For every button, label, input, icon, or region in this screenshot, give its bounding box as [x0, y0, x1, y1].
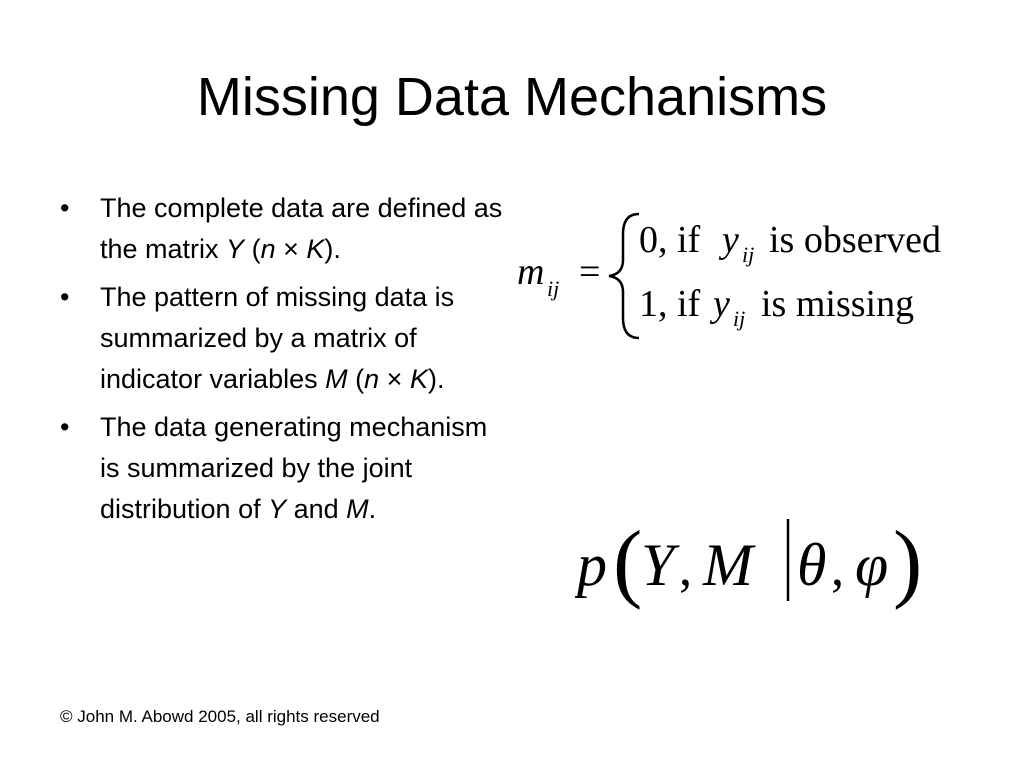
comma-two: ,: [831, 540, 844, 597]
lhs-variable: m: [517, 251, 545, 293]
times-symbol: ×: [379, 364, 410, 394]
var-n: n: [364, 364, 380, 394]
bullet-list: [58, 188, 508, 537]
equals-sign: =: [579, 251, 601, 293]
case-one-text: is missing: [761, 283, 915, 325]
var-n: n: [260, 234, 276, 264]
variable-y: Y: [641, 532, 675, 598]
bullet-text: (: [244, 234, 261, 264]
bullet-text: .: [368, 494, 377, 524]
case-zero-text: is observed: [769, 219, 942, 261]
variable-m: M: [703, 532, 753, 598]
times-symbol: ×: [275, 234, 307, 264]
case-one-subscript: ij: [733, 306, 746, 331]
indicator-equation: [515, 200, 985, 350]
bullet-marker: •: [60, 412, 70, 442]
joint-distribution-equation: [575, 495, 935, 615]
bullet-text: The data generating mechanism is summarized by the joint distribution of: [100, 412, 488, 524]
bullet-text: (: [347, 364, 365, 394]
copyright-footer: © John M. Abowd 2005, all rights reserved: [60, 707, 380, 726]
bullet-text: ).: [324, 234, 341, 264]
case-zero-value: 0, if: [639, 219, 701, 261]
var-m: M: [346, 494, 369, 524]
left-brace: [609, 214, 639, 338]
bullet-text: ).: [427, 364, 445, 394]
param-theta: θ: [797, 532, 827, 598]
var-y: Y: [268, 494, 287, 524]
bullet-text: and: [286, 494, 347, 524]
case-one-variable: y: [713, 283, 730, 325]
bullet-text: The complete data are defined as the matrix: [100, 193, 503, 264]
bullet-item-complete-data: [58, 188, 508, 270]
function-p: p: [577, 532, 607, 598]
bullet-item-missing-pattern: [58, 277, 508, 400]
bullet-item-generating-mechanism: [58, 407, 508, 530]
lhs-subscript: ij: [547, 276, 560, 301]
param-phi: φ: [855, 532, 889, 598]
var-y: Y: [226, 234, 245, 264]
case-zero-variable: y: [722, 219, 739, 261]
comma-one: ,: [679, 540, 692, 597]
var-k: K: [409, 364, 428, 394]
case-zero-subscript: ij: [742, 242, 755, 267]
close-paren: ): [893, 514, 923, 611]
bullet-marker: •: [60, 282, 70, 312]
slide-title: Missing Data Mechanisms: [196, 67, 828, 127]
bullet-marker: •: [60, 193, 70, 223]
open-paren: (: [613, 514, 643, 611]
case-one-value: 1, if: [639, 283, 701, 325]
var-m: M: [325, 364, 348, 394]
var-k: K: [306, 234, 325, 264]
bullet-text: The pattern of missing data is summarized by a matrix of indicator variables: [100, 282, 455, 394]
